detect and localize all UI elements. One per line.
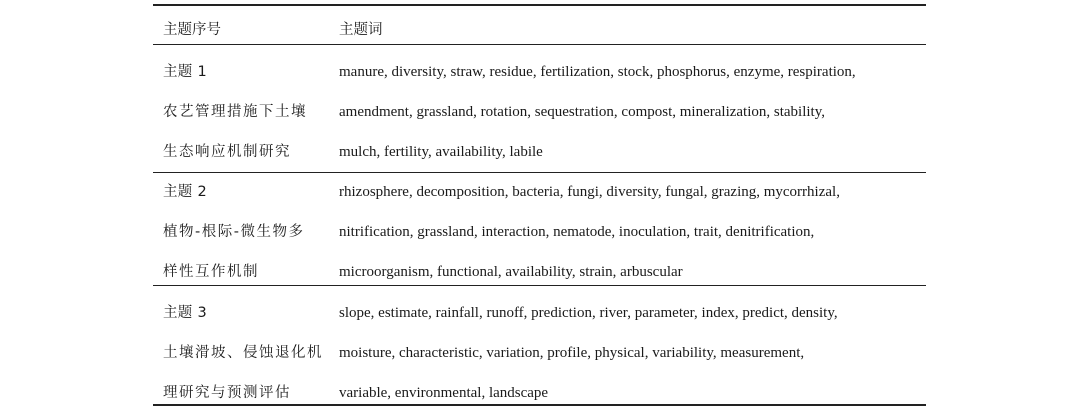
- table-row-rule: [153, 285, 926, 286]
- keyword-line: moisture, characteristic, variation, profile, physical, variability, measurement,: [339, 345, 805, 361]
- topic-label: 主题 2: [163, 184, 208, 200]
- topic-label: 主题 3: [163, 305, 208, 321]
- table-top-rule: [153, 4, 926, 6]
- header-topic-words: 主题词: [339, 22, 383, 38]
- topic-description: 理研究与预测评估: [163, 385, 291, 401]
- keyword-line: nitrification, grassland, interaction, nematode, inoculation, trait, denitrification,: [339, 224, 815, 240]
- table-header-rule: [153, 44, 926, 45]
- keyword-line: slope, estimate, rainfall, runoff, prediction, river, parameter, index, predict, density,: [339, 305, 838, 321]
- header-topic-number: 主题序号: [163, 22, 221, 38]
- keyword-line: manure, diversity, straw, residue, fertilization, stock, phosphorus, enzyme, respiration,: [339, 64, 856, 80]
- keyword-line: microorganism, functional, availability, strain, arbuscular: [339, 264, 683, 280]
- keyword-line: variable, environmental, landscape: [339, 385, 549, 401]
- topic-description: 农艺管理措施下土壤: [163, 104, 307, 120]
- table-bottom-rule: [153, 404, 926, 406]
- topic-label: 主题 1: [163, 64, 208, 80]
- topic-description: 土壤滑坡、侵蚀退化机: [163, 345, 323, 361]
- topic-description: 生态响应机制研究: [163, 144, 291, 160]
- keyword-line: amendment, grassland, rotation, sequestration, compost, mineralization, stability,: [339, 104, 825, 120]
- keyword-line: rhizosphere, decomposition, bacteria, fungi, diversity, fungal, grazing, mycorrhizal,: [339, 184, 840, 200]
- table-row-rule: [153, 172, 926, 173]
- keyword-line: mulch, fertility, availability, labile: [339, 144, 543, 160]
- topic-description: 植物-根际-微生物多: [163, 224, 305, 240]
- topic-description: 样性互作机制: [163, 264, 259, 280]
